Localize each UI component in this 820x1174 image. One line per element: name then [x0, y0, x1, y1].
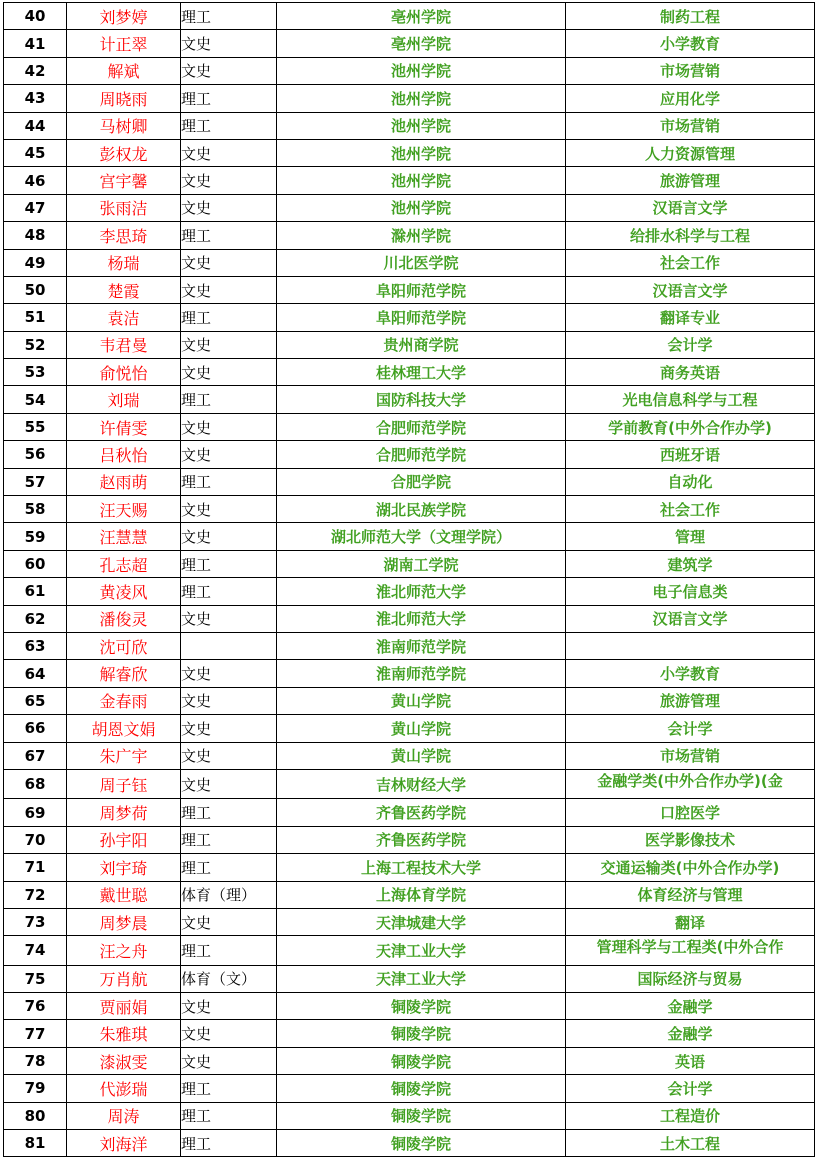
- subject-category-cell: 体育（理）: [181, 881, 277, 908]
- student-name-cell: 周梦晨: [67, 908, 181, 935]
- school-name-cell: 池州学院: [277, 85, 566, 112]
- row-number-cell: 76: [4, 993, 67, 1020]
- subject-category-cell: 文史: [181, 441, 277, 468]
- student-name-cell: 彭权龙: [67, 139, 181, 166]
- student-name-cell: 袁洁: [67, 304, 181, 331]
- subject-category-cell: 文史: [181, 194, 277, 221]
- major-cell: 翻译专业: [566, 304, 815, 331]
- row-number-cell: 66: [4, 715, 67, 742]
- table-row: [4, 276, 815, 303]
- subject-category-cell: 文史: [181, 715, 277, 742]
- table-row: [4, 304, 815, 331]
- student-name-cell: 吕秋怡: [67, 441, 181, 468]
- subject-category-cell: 文史: [181, 742, 277, 769]
- row-number-cell: 72: [4, 881, 67, 908]
- subject-category-cell: 理工: [181, 854, 277, 881]
- row-number-cell: 62: [4, 605, 67, 632]
- subject-category-cell: [181, 632, 277, 659]
- table-row: [4, 85, 815, 112]
- student-name-cell: 汪之舟: [67, 936, 181, 965]
- major-cell: [566, 632, 815, 659]
- table-row: [4, 30, 815, 57]
- table-row: [4, 441, 815, 468]
- school-name-cell: 亳州学院: [277, 30, 566, 57]
- row-number-cell: 61: [4, 578, 67, 605]
- table-row: [4, 386, 815, 413]
- row-number-cell: 44: [4, 112, 67, 139]
- subject-category-cell: 文史: [181, 249, 277, 276]
- subject-category-cell: 理工: [181, 799, 277, 826]
- student-name-cell: 胡恩文娟: [67, 715, 181, 742]
- table-row: [4, 1020, 815, 1047]
- major-cell: 汉语言文学: [566, 605, 815, 632]
- row-number-cell: 79: [4, 1075, 67, 1102]
- table-row: [4, 523, 815, 550]
- school-name-cell: 天津城建大学: [277, 908, 566, 935]
- school-name-cell: 吉林财经大学: [277, 769, 566, 798]
- major-cell: 旅游管理: [566, 687, 815, 714]
- row-number-cell: 63: [4, 632, 67, 659]
- subject-category-cell: 理工: [181, 468, 277, 495]
- table-row: [4, 687, 815, 714]
- school-name-cell: 合肥师范学院: [277, 413, 566, 440]
- major-cell: 工程造价: [566, 1102, 815, 1129]
- major-cell: 口腔医学: [566, 799, 815, 826]
- subject-category-cell: 文史: [181, 523, 277, 550]
- row-number-cell: 50: [4, 276, 67, 303]
- school-name-cell: 湖南工学院: [277, 550, 566, 577]
- major-cell: 光电信息科学与工程: [566, 386, 815, 413]
- subject-category-cell: 理工: [181, 826, 277, 853]
- school-name-cell: 池州学院: [277, 194, 566, 221]
- student-name-cell: 刘瑞: [67, 386, 181, 413]
- subject-category-cell: 理工: [181, 222, 277, 249]
- table-row: [4, 1130, 815, 1157]
- row-number-cell: 52: [4, 331, 67, 358]
- school-name-cell: 贵州商学院: [277, 331, 566, 358]
- student-name-cell: 周梦荷: [67, 799, 181, 826]
- table-row: [4, 331, 815, 358]
- subject-category-cell: 文史: [181, 139, 277, 166]
- school-name-cell: 铜陵学院: [277, 1020, 566, 1047]
- major-cell: 金融学: [566, 993, 815, 1020]
- row-number-cell: 69: [4, 799, 67, 826]
- row-number-cell: 56: [4, 441, 67, 468]
- major-cell: 体育经济与管理: [566, 881, 815, 908]
- student-name-cell: 孙宇阳: [67, 826, 181, 853]
- table-row: [4, 605, 815, 632]
- subject-category-cell: 理工: [181, 1075, 277, 1102]
- subject-category-cell: 理工: [181, 112, 277, 139]
- major-cell: 市场营销: [566, 742, 815, 769]
- table-row: [4, 496, 815, 523]
- row-number-cell: 45: [4, 139, 67, 166]
- row-number-cell: 64: [4, 660, 67, 687]
- student-name-cell: 赵雨萌: [67, 468, 181, 495]
- student-name-cell: 宫宇馨: [67, 167, 181, 194]
- student-name-cell: 周晓雨: [67, 85, 181, 112]
- major-cell: 土木工程: [566, 1130, 815, 1157]
- school-name-cell: 铜陵学院: [277, 993, 566, 1020]
- table-row: [4, 742, 815, 769]
- school-name-cell: 湖北师范大学（文理学院）: [277, 523, 566, 550]
- row-number-cell: 74: [4, 936, 67, 965]
- student-name-cell: 楚霞: [67, 276, 181, 303]
- school-name-cell: 天津工业大学: [277, 936, 566, 965]
- table-row: [4, 413, 815, 440]
- major-cell: 翻译: [566, 908, 815, 935]
- student-name-cell: 刘宇琦: [67, 854, 181, 881]
- student-name-cell: 黄凌风: [67, 578, 181, 605]
- table-row: [4, 194, 815, 221]
- table-row: [4, 1047, 815, 1074]
- major-cell: 英语: [566, 1047, 815, 1074]
- student-name-cell: 刘梦婷: [67, 3, 181, 30]
- school-name-cell: 齐鲁医药学院: [277, 826, 566, 853]
- major-cell: 学前教育(中外合作办学): [566, 413, 815, 440]
- table-row: [4, 993, 815, 1020]
- school-name-cell: 铜陵学院: [277, 1102, 566, 1129]
- table-row: [4, 578, 815, 605]
- table-row: [4, 965, 815, 992]
- subject-category-cell: 理工: [181, 386, 277, 413]
- row-number-cell: 81: [4, 1130, 67, 1157]
- school-name-cell: 亳州学院: [277, 3, 566, 30]
- student-name-cell: 许倩雯: [67, 413, 181, 440]
- table-row: [4, 468, 815, 495]
- major-cell: 电子信息类: [566, 578, 815, 605]
- row-number-cell: 60: [4, 550, 67, 577]
- major-cell: 金融学类(中外合作办学)(金: [566, 769, 815, 798]
- table-row: [4, 660, 815, 687]
- major-cell: 会计学: [566, 1075, 815, 1102]
- subject-category-cell: 文史: [181, 993, 277, 1020]
- school-name-cell: 淮南师范学院: [277, 632, 566, 659]
- table-row: [4, 854, 815, 881]
- table-row: [4, 936, 815, 965]
- table-row: [4, 222, 815, 249]
- student-name-cell: 计正翠: [67, 30, 181, 57]
- row-number-cell: 51: [4, 304, 67, 331]
- student-name-cell: 朱广宇: [67, 742, 181, 769]
- subject-category-cell: 理工: [181, 1130, 277, 1157]
- student-name-cell: 周涛: [67, 1102, 181, 1129]
- school-name-cell: 合肥师范学院: [277, 441, 566, 468]
- major-cell: 会计学: [566, 331, 815, 358]
- subject-category-cell: 文史: [181, 908, 277, 935]
- school-name-cell: 池州学院: [277, 57, 566, 84]
- row-number-cell: 40: [4, 3, 67, 30]
- row-number-cell: 58: [4, 496, 67, 523]
- student-name-cell: 潘俊灵: [67, 605, 181, 632]
- table-row: [4, 57, 815, 84]
- student-name-cell: 朱雅琪: [67, 1020, 181, 1047]
- school-name-cell: 国防科技大学: [277, 386, 566, 413]
- school-name-cell: 阜阳师范学院: [277, 276, 566, 303]
- row-number-cell: 55: [4, 413, 67, 440]
- subject-category-cell: 文史: [181, 1020, 277, 1047]
- row-number-cell: 49: [4, 249, 67, 276]
- subject-category-cell: 文史: [181, 660, 277, 687]
- major-cell: 小学教育: [566, 30, 815, 57]
- row-number-cell: 78: [4, 1047, 67, 1074]
- major-cell: 社会工作: [566, 249, 815, 276]
- row-number-cell: 57: [4, 468, 67, 495]
- major-cell: 国际经济与贸易: [566, 965, 815, 992]
- row-number-cell: 41: [4, 30, 67, 57]
- school-name-cell: 上海体育学院: [277, 881, 566, 908]
- table-row: [4, 550, 815, 577]
- school-name-cell: 池州学院: [277, 167, 566, 194]
- school-name-cell: 湖北民族学院: [277, 496, 566, 523]
- row-number-cell: 80: [4, 1102, 67, 1129]
- school-name-cell: 阜阳师范学院: [277, 304, 566, 331]
- school-name-cell: 铜陵学院: [277, 1130, 566, 1157]
- major-cell: 市场营销: [566, 112, 815, 139]
- student-name-cell: 杨瑞: [67, 249, 181, 276]
- row-number-cell: 54: [4, 386, 67, 413]
- subject-category-cell: 文史: [181, 769, 277, 798]
- row-number-cell: 65: [4, 687, 67, 714]
- major-cell: 给排水科学与工程: [566, 222, 815, 249]
- student-name-cell: 代澎瑞: [67, 1075, 181, 1102]
- school-name-cell: 桂林理工大学: [277, 359, 566, 386]
- row-number-cell: 43: [4, 85, 67, 112]
- major-cell: 汉语言文学: [566, 276, 815, 303]
- table-row: [4, 139, 815, 166]
- row-number-cell: 73: [4, 908, 67, 935]
- table-row: [4, 799, 815, 826]
- major-cell: 市场营销: [566, 57, 815, 84]
- subject-category-cell: 文史: [181, 1047, 277, 1074]
- school-name-cell: 齐鲁医药学院: [277, 799, 566, 826]
- student-name-cell: 俞悦怡: [67, 359, 181, 386]
- major-cell: 医学影像技术: [566, 826, 815, 853]
- table-row: [4, 632, 815, 659]
- subject-category-cell: 文史: [181, 359, 277, 386]
- major-cell: 金融学: [566, 1020, 815, 1047]
- row-number-cell: 53: [4, 359, 67, 386]
- table-row: [4, 769, 815, 798]
- student-name-cell: 贾丽娟: [67, 993, 181, 1020]
- school-name-cell: 铜陵学院: [277, 1047, 566, 1074]
- subject-category-cell: 文史: [181, 331, 277, 358]
- subject-category-cell: 文史: [181, 167, 277, 194]
- subject-category-cell: 文史: [181, 57, 277, 84]
- major-cell: 旅游管理: [566, 167, 815, 194]
- major-cell: 会计学: [566, 715, 815, 742]
- student-name-cell: 汪天赐: [67, 496, 181, 523]
- row-number-cell: 47: [4, 194, 67, 221]
- subject-category-cell: 文史: [181, 413, 277, 440]
- student-name-cell: 漆淑雯: [67, 1047, 181, 1074]
- school-name-cell: 黄山学院: [277, 687, 566, 714]
- school-name-cell: 合肥学院: [277, 468, 566, 495]
- student-name-cell: 金春雨: [67, 687, 181, 714]
- row-number-cell: 68: [4, 769, 67, 798]
- student-name-cell: 万肖航: [67, 965, 181, 992]
- major-cell: 管理: [566, 523, 815, 550]
- row-number-cell: 70: [4, 826, 67, 853]
- subject-category-cell: 文史: [181, 687, 277, 714]
- school-name-cell: 淮北师范大学: [277, 578, 566, 605]
- major-cell: 应用化学: [566, 85, 815, 112]
- table-row: [4, 1102, 815, 1129]
- subject-category-cell: 文史: [181, 30, 277, 57]
- row-number-cell: 48: [4, 222, 67, 249]
- admission-roster-table: [3, 2, 815, 1157]
- table-row: [4, 3, 815, 30]
- table-row: [4, 167, 815, 194]
- subject-category-cell: 理工: [181, 304, 277, 331]
- subject-category-cell: 理工: [181, 3, 277, 30]
- subject-category-cell: 文史: [181, 496, 277, 523]
- student-name-cell: 沈可欣: [67, 632, 181, 659]
- row-number-cell: 77: [4, 1020, 67, 1047]
- school-name-cell: 淮北师范大学: [277, 605, 566, 632]
- major-cell: 自动化: [566, 468, 815, 495]
- subject-category-cell: 理工: [181, 578, 277, 605]
- school-name-cell: 滁州学院: [277, 222, 566, 249]
- major-cell: 交通运输类(中外合作办学): [566, 854, 815, 881]
- student-name-cell: 解睿欣: [67, 660, 181, 687]
- table-row: [4, 908, 815, 935]
- school-name-cell: 黄山学院: [277, 742, 566, 769]
- table-row: [4, 249, 815, 276]
- table-row: [4, 112, 815, 139]
- school-name-cell: 池州学院: [277, 112, 566, 139]
- school-name-cell: 川北医学院: [277, 249, 566, 276]
- major-cell: 西班牙语: [566, 441, 815, 468]
- major-cell: 建筑学: [566, 550, 815, 577]
- student-name-cell: 马树卿: [67, 112, 181, 139]
- table-row: [4, 359, 815, 386]
- major-cell: 汉语言文学: [566, 194, 815, 221]
- roster-body: [4, 3, 815, 1157]
- school-name-cell: 天津工业大学: [277, 965, 566, 992]
- major-cell: 人力资源管理: [566, 139, 815, 166]
- subject-category-cell: 理工: [181, 1102, 277, 1129]
- row-number-cell: 67: [4, 742, 67, 769]
- table-row: [4, 881, 815, 908]
- row-number-cell: 46: [4, 167, 67, 194]
- major-cell: 小学教育: [566, 660, 815, 687]
- major-cell: 社会工作: [566, 496, 815, 523]
- table-row: [4, 1075, 815, 1102]
- subject-category-cell: 理工: [181, 550, 277, 577]
- subject-category-cell: 理工: [181, 936, 277, 965]
- school-name-cell: 上海工程技术大学: [277, 854, 566, 881]
- subject-category-cell: 文史: [181, 605, 277, 632]
- student-name-cell: 周子钰: [67, 769, 181, 798]
- school-name-cell: 铜陵学院: [277, 1075, 566, 1102]
- major-cell: 商务英语: [566, 359, 815, 386]
- subject-category-cell: 理工: [181, 85, 277, 112]
- student-name-cell: 韦君曼: [67, 331, 181, 358]
- student-name-cell: 解斌: [67, 57, 181, 84]
- subject-category-cell: 体育（文）: [181, 965, 277, 992]
- table-row: [4, 715, 815, 742]
- row-number-cell: 75: [4, 965, 67, 992]
- school-name-cell: 淮南师范学院: [277, 660, 566, 687]
- student-name-cell: 汪慧慧: [67, 523, 181, 550]
- row-number-cell: 71: [4, 854, 67, 881]
- school-name-cell: 黄山学院: [277, 715, 566, 742]
- major-cell: 管理科学与工程类(中外合作: [566, 936, 815, 965]
- subject-category-cell: 文史: [181, 276, 277, 303]
- student-name-cell: 孔志超: [67, 550, 181, 577]
- major-cell: 制药工程: [566, 3, 815, 30]
- student-name-cell: 刘海洋: [67, 1130, 181, 1157]
- student-name-cell: 戴世聪: [67, 881, 181, 908]
- student-name-cell: 李思琦: [67, 222, 181, 249]
- student-name-cell: 张雨洁: [67, 194, 181, 221]
- row-number-cell: 59: [4, 523, 67, 550]
- row-number-cell: 42: [4, 57, 67, 84]
- school-name-cell: 池州学院: [277, 139, 566, 166]
- table-row: [4, 826, 815, 853]
